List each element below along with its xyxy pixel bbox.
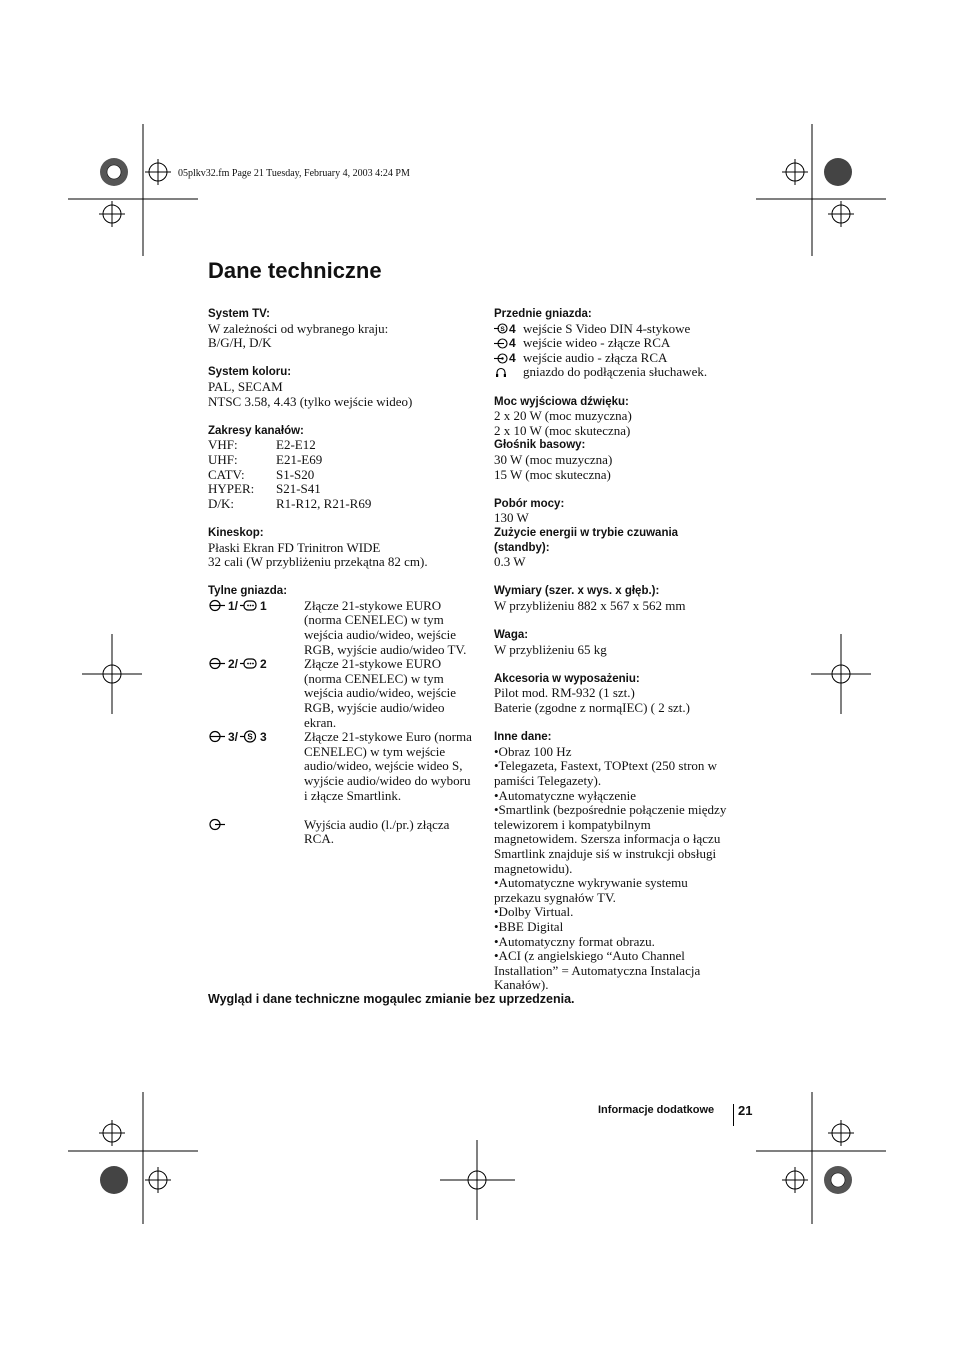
band-range: E21-E69 — [276, 451, 323, 467]
text-line: W przybliżeniu 882 x 567 x 562 mm — [494, 597, 686, 613]
text-line: •Automatyczny format obrazu. — [494, 933, 655, 949]
text-line: B/G/H, D/K — [208, 335, 272, 351]
section-inne — [494, 730, 754, 993]
text-line: Baterie (zgodne z normąIEC) ( 2 szt.) — [494, 700, 691, 716]
connector-num: 4 — [509, 350, 516, 365]
text-line: 15 W (moc skuteczna) — [494, 466, 611, 482]
rear-connector-audio-out — [208, 818, 488, 847]
s-video-input-icon — [494, 323, 508, 334]
connector-num: 1 — [260, 598, 267, 613]
heading-wymiary: Wymiary (szer. x wys. x głęb.): — [494, 585, 660, 598]
text-line: CENELEC) w tym wejście — [304, 743, 446, 759]
text-line: 2 x 20 W (moc muzyczna) — [494, 408, 632, 424]
text-line: 130 W — [494, 510, 529, 526]
section-tylne — [208, 584, 488, 847]
text-line: telewizorem i kompatybilnym — [494, 816, 651, 832]
text-line: •Dolby Virtual. — [494, 904, 574, 920]
text-line: i złącze Smartlink. — [304, 787, 402, 803]
section-system-tv — [208, 307, 488, 351]
svg-text:S: S — [247, 732, 253, 742]
band-range: S21-S41 — [276, 481, 321, 497]
text-line: pamiści Telegazety). — [494, 773, 602, 788]
text-line: magnetowidu). — [494, 860, 573, 876]
text-line: wejścia audio/wideo, wejście — [304, 627, 456, 643]
band-range: E2-E12 — [276, 437, 316, 453]
text-line: •Automatyczne wykrywanie systemu — [494, 875, 688, 891]
channel-row — [208, 453, 488, 468]
scart-output-icon — [240, 657, 258, 670]
audio-input-icon — [494, 353, 508, 364]
text-line: Płaski Ekran FD Trinitron WIDE — [208, 539, 381, 555]
text-line: (norma CENELEC) w tym — [304, 670, 444, 686]
connector-desc: wejście wideo - złącze RCA — [523, 335, 671, 351]
s-video-scart-icon — [240, 730, 258, 743]
connector-num: 2/ — [228, 657, 239, 672]
text-line: Installation” = Automatyczna Instalacja — [494, 962, 701, 978]
text-line: •Telegazeta, Fastext, TOPtext (250 stron w — [494, 758, 718, 774]
connector-desc: wejście S Video DIN 4-stykowe — [523, 320, 691, 336]
section-wymiary — [494, 584, 754, 613]
channel-row — [208, 468, 488, 483]
heading-inne: Inne dane: — [494, 731, 552, 744]
headphones-icon — [494, 367, 508, 378]
front-connector-headphones — [494, 365, 754, 380]
connector-num: 4 — [509, 321, 516, 336]
text-line: PAL, SECAM — [208, 378, 283, 394]
disclaimer-note: Wygląd i dane techniczne mogąulec zmianie bez uprzedzenia. — [208, 992, 575, 1006]
text-line: Kanałów). — [494, 977, 549, 993]
heading-standby-2: (standby): — [494, 541, 550, 554]
heading-przednie: Przednie gniazda: — [494, 308, 592, 320]
text-line: 2 x 10 W (moc skuteczna) — [494, 422, 631, 438]
left-column — [208, 307, 488, 862]
channel-row — [208, 497, 488, 512]
section-moc — [494, 395, 754, 439]
right-column — [494, 307, 754, 1008]
heading-tylne: Tylne gniazda: — [208, 585, 288, 598]
section-glosnik — [494, 438, 754, 482]
text-line: •Automatyczne wyłączenie — [494, 787, 637, 803]
text-line: magnetowidem. Szersza informacja o łączu — [494, 831, 721, 847]
footer-section-name: Informacje dodatkowe — [598, 1104, 715, 1116]
channel-row — [208, 438, 488, 453]
svg-text:S: S — [500, 326, 505, 334]
text-line: RGB, wyjście audio/wideo TV. — [304, 641, 467, 657]
section-zakresy — [208, 424, 488, 512]
rear-connector-2 — [208, 657, 488, 730]
section-kineskop — [208, 526, 488, 570]
channel-row — [208, 482, 488, 497]
heading-akcesoria: Akcesoria w wyposażeniu: — [494, 672, 640, 685]
heading-pobor: Pobór mocy: — [494, 497, 565, 510]
text-line: NTSC 3.58, 4.43 (tylko wejście wideo) — [208, 393, 413, 409]
text-line: •Obraz 100 Hz — [494, 743, 572, 759]
text-line: RGB, wyjście audio/wideo — [304, 700, 445, 716]
band-range: R1-R12, R21-R69 — [276, 495, 372, 511]
text-line: 0.3 W — [494, 554, 526, 570]
scart-output-icon — [240, 599, 258, 612]
scart-input-icon — [208, 730, 226, 743]
connector-num: 3/ — [228, 730, 239, 745]
band-name: HYPER: — [208, 481, 255, 497]
text-line: Złącze 21-stykowe Euro (norma — [304, 729, 472, 745]
text-line: 32 cali (W przybliżeniu przekątna 82 cm). — [208, 554, 428, 570]
section-przednie — [494, 307, 754, 380]
front-connector-video — [494, 336, 754, 351]
text-line: Smartlink znajduje siś w instrukcji obsługi — [494, 845, 717, 861]
connector-num: 1/ — [228, 598, 239, 613]
heading-glosnik: Głośnik basowy: — [494, 439, 586, 452]
section-pobor — [494, 497, 754, 526]
text-line: •ACI (z angielskiego “Auto Channel — [494, 948, 685, 964]
footer-divider — [733, 1104, 734, 1126]
section-waga — [494, 628, 754, 657]
text-line: Złącze 21-stykowe EURO — [304, 597, 442, 613]
connector-num: 4 — [509, 336, 516, 351]
text-line: wyjście audio/wideo do wyboru — [304, 773, 471, 788]
rear-connector-1 — [208, 599, 488, 657]
scart-input-icon — [208, 657, 226, 670]
band-name: VHF: — [208, 437, 238, 453]
heading-system-koloru: System koloru: — [208, 366, 292, 379]
section-akcesoria — [494, 672, 754, 716]
text-line: •BBE Digital — [494, 918, 564, 934]
heading-system-tv: System TV: — [208, 308, 270, 320]
heading-waga: Waga: — [494, 629, 529, 642]
file-info-line: 05plkv32.fm Page 21 Tuesday, February 4, 2003 4:24 PM — [178, 168, 410, 179]
page-title: Dane techniczne — [208, 258, 382, 283]
text-line: W przybliżeniu 65 kg — [494, 641, 607, 657]
text-line: wejścia audio/wideo, wejście — [304, 685, 456, 701]
scart-input-icon — [208, 599, 226, 612]
text-line: •Smartlink (bezpośrednie połączenie między — [494, 802, 727, 818]
video-input-icon — [494, 338, 508, 349]
text-line: ekran. — [304, 714, 337, 730]
audio-output-icon — [208, 818, 226, 831]
heading-moc: Moc wyjściowa dźwięku: — [494, 395, 629, 408]
rear-connector-3 — [208, 730, 488, 803]
connector-num: 3 — [260, 730, 267, 745]
text-line: Wyjścia audio (l./pr.) złącza — [304, 816, 450, 832]
text-line: (norma CENELEC) w tym — [304, 612, 444, 628]
text-line: W zależności od wybranego kraju: — [208, 320, 389, 336]
band-name: CATV: — [208, 466, 245, 482]
heading-zakresy: Zakresy kanałów: — [208, 424, 304, 437]
connector-desc: wejście audio - złącza RCA — [523, 349, 668, 365]
heading-standby: Zużycie energii w trybie czuwania — [494, 526, 679, 539]
front-connector-audio — [494, 351, 754, 366]
connector-num: 2 — [260, 657, 267, 672]
band-range: S1-S20 — [276, 466, 315, 482]
band-name: UHF: — [208, 451, 238, 467]
section-system-koloru — [208, 365, 488, 409]
text-line: RCA. — [304, 831, 334, 847]
text-line: przekazu sygnałów TV. — [494, 889, 616, 905]
heading-kineskop: Kineskop: — [208, 526, 264, 539]
text-line: 30 W (moc muzyczna) — [494, 451, 613, 467]
text-line: audio/wideo, wejście wideo S, — [304, 758, 463, 774]
text-line: Złącze 21-stykowe EURO — [304, 656, 442, 672]
connector-desc: gniazdo do podłączenia słuchawek. — [523, 364, 708, 380]
front-connector-svideo — [494, 322, 754, 337]
section-standby — [494, 526, 754, 570]
text-line: Pilot mod. RM-932 (1 szt.) — [494, 685, 635, 701]
band-name: D/K: — [208, 495, 234, 511]
page-number: 21 — [738, 1103, 753, 1118]
